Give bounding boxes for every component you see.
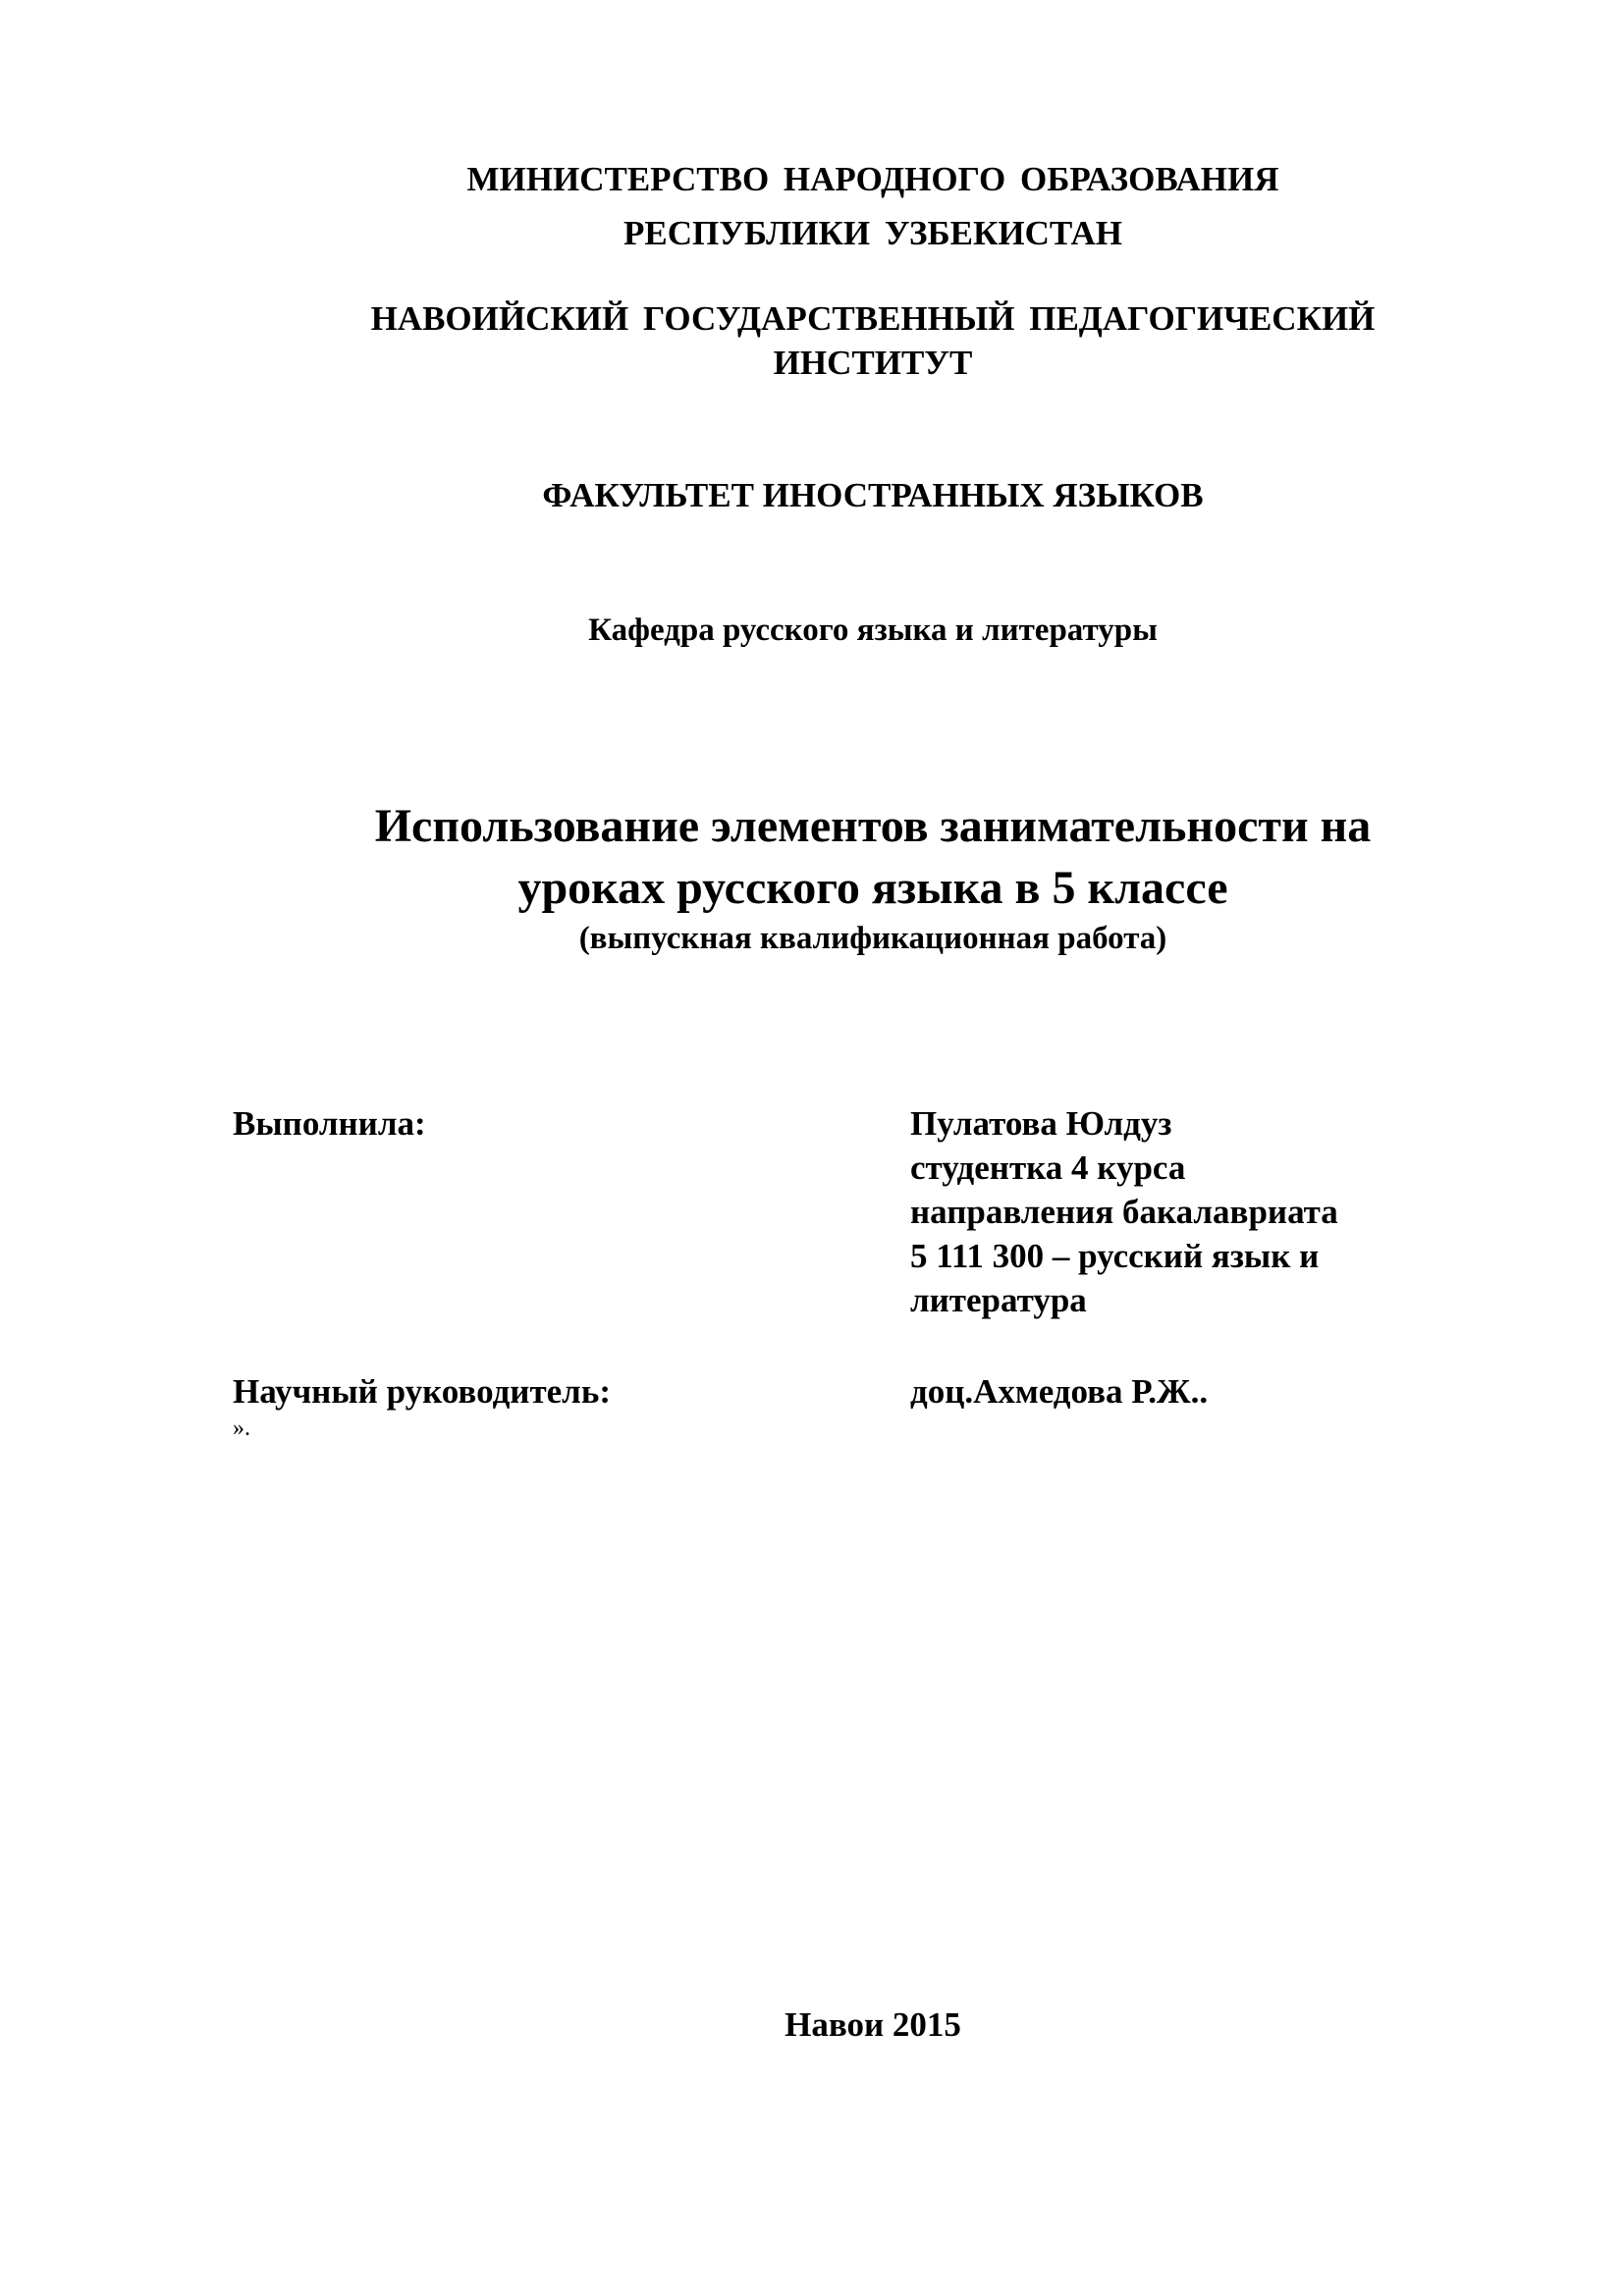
city-year: Навои 2015 bbox=[785, 2005, 961, 2044]
author-details bbox=[910, 1101, 1338, 1322]
institute-line-1: НАВОИЙСКИЙ ГОСУДАРСТВЕННЫЙ ПЕДАГОГИЧЕСКИЙ bbox=[370, 299, 1376, 338]
institute-heading bbox=[0, 296, 1624, 385]
supervisor-name: доц.Ахмедова Р.Ж.. bbox=[910, 1372, 1209, 1411]
author-specialty-code: 5 111 300 – русский язык и bbox=[910, 1237, 1320, 1275]
department-heading: Кафедра русского языка и литературы bbox=[588, 613, 1158, 648]
supervisor-label: Научный руководитель: bbox=[233, 1372, 611, 1411]
stray-punctuation: ». bbox=[233, 1415, 250, 1441]
work-title bbox=[0, 795, 1624, 919]
faculty-heading: ФАКУЛЬТЕТ ИНОСТРАННЫХ ЯЗЫКОВ bbox=[542, 476, 1204, 514]
ministry-heading bbox=[0, 152, 1624, 260]
work-title-line-2: уроках русского языка в 5 классе bbox=[517, 862, 1228, 914]
work-subtitle: (выпускная квалификационная работа) bbox=[578, 921, 1167, 956]
ministry-line-1: МИНИСТЕРСТВО НАРОДНОГО ОБРАЗОВАНИЯ bbox=[466, 160, 1279, 198]
author-specialty-end: литература bbox=[910, 1281, 1087, 1319]
author-name: Пулатова Юлдуз bbox=[910, 1104, 1172, 1143]
author-label: Выполнила: bbox=[233, 1104, 426, 1143]
author-course: студентка 4 курса bbox=[910, 1148, 1186, 1187]
institute-line-2: ИНСТИТУТ bbox=[773, 344, 973, 382]
work-title-line-1: Использование элементов занимательности на bbox=[374, 800, 1372, 852]
ministry-line-2: РЕСПУБЛИКИ УЗБЕКИСТАН bbox=[623, 214, 1122, 252]
author-program: направления бакалавриата bbox=[910, 1193, 1338, 1231]
